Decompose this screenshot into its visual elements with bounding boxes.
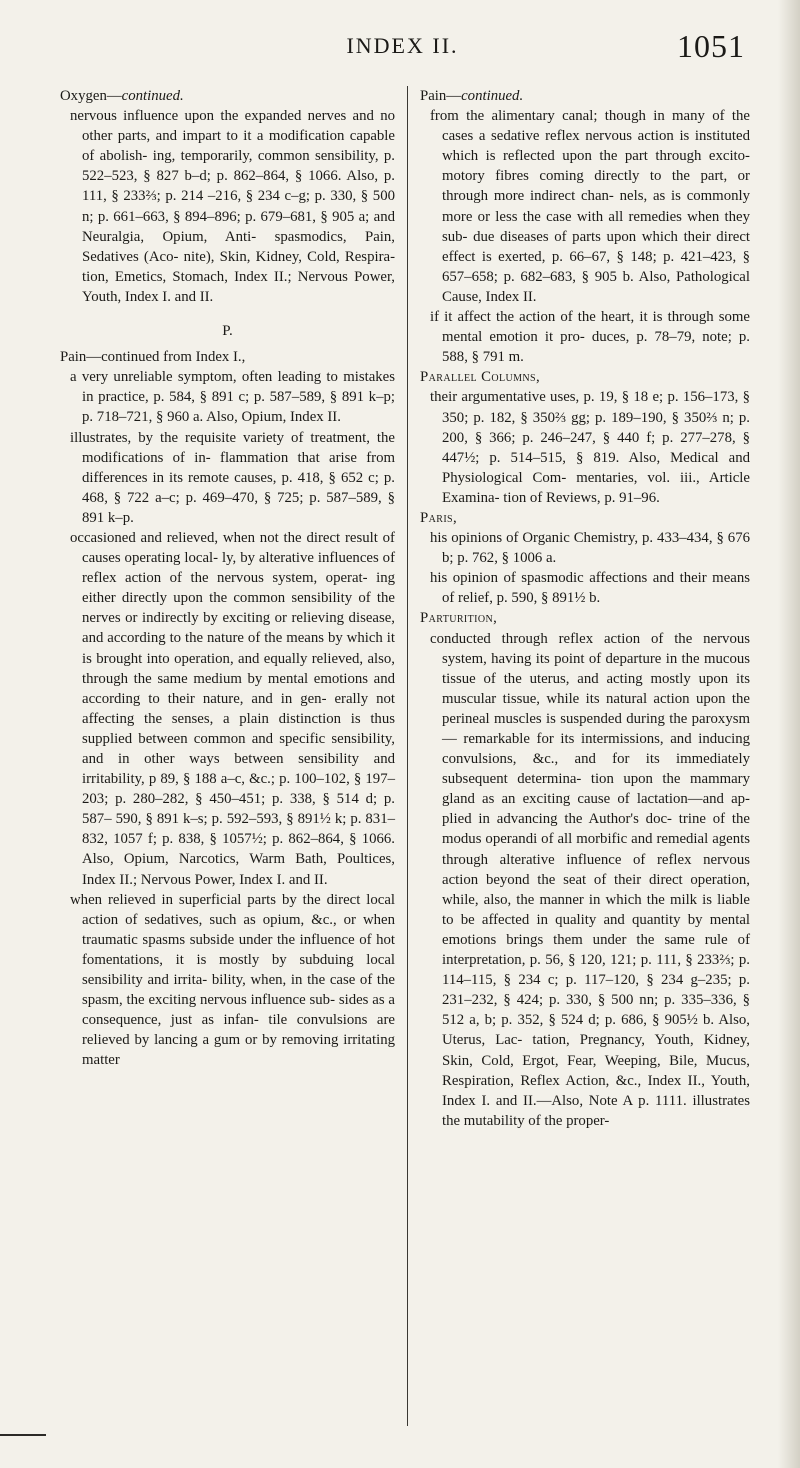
index-subentry: occasioned and relieved, when not the direct result of causes operating local- ly, by alterative influences of reflex action of the nervous system, operat- ing either directly upon the common sensibility of the nerves or indirectly by exciting or relieving disease, and according to the nature of the means by which it is brought into operation, and equally relieved, also, through the same medium by mental emotions and according to their nature, and in gen- erally not affecting the senses, a plain distinction is thus supplied between common and specific sensibility, and in other ways between sensibility and irritability, p 89, § 188 a–c, &c.; p. 100–102, § 197–203; p. 280–282, § 450–451; p. 338, § 514 d; p. 587– 590, § 891 k–s; p. 592–593, § 891½ k; p. 831–832, 1057 f; p. 838, § 1057½; p. 862–864, § 1066. Also, Opium, Narcotics, Warm Bath, Poultices, Index II.; Nervous Power, Index I. and II. [70, 529, 395, 888]
column-divider [407, 86, 408, 1426]
section-letter: P. [222, 323, 233, 340]
index-subentry: his opinions of Organic Chemistry, p. 433–434, § 676 b; p. 762, § 1006 a. [430, 530, 750, 567]
index-subentry: their argumentative uses, p. 19, § 18 e; p. 156–173, § 350; p. 182, § 350⅔ gg; p. 189–190, § 350⅔ n; p. 200, § 366; p. 246–247, § 440 f; p. 277–278, § 447½; p. 514–515, § 819. Also, Medical and Physiological Com- mentaries, vol. iii., Article Examina- tion of Reviews, p. 91–96. [430, 389, 750, 506]
index-subentry: from the alimentary canal; though in many of the cases a sedative reflex nervous action is instituted which is reflected upon the part through excito- motory fibres coming directly to the part, or through more indirect chan- nels, as is commonly more or less the case with all remedies when they sub- due diseases of parts upon which their direct effect is exerted, p. 66–67, § 148; p. 421–423, § 657–658; p. 682–683, § 905 b. Also, Pathological Cause, Index II. [430, 108, 750, 305]
index-title: INDEX II. [346, 33, 459, 58]
index-subentry: a very unreliable symptom, often leading to mistakes in practice, p. 584, § 891 c; p. 587–589, § 891 k–p; p. 718–721, § 960 a. Also, Opium, Index II. [70, 369, 395, 426]
index-subentry: illustrates, by the requisite variety of treatment, the modifications of in- flammation that arise from differences in its remote causes, p. 418, § 652 c; p. 468, § 722 a–c; p. 469–470, § 725; p. 587–589, § 891 k–p. [70, 429, 395, 526]
running-header [60, 26, 745, 66]
corner-mark [0, 1434, 46, 1436]
entry-heading: Pain—continued. [420, 88, 524, 104]
entry-heading: Parallel Columns, [420, 369, 541, 386]
index-subentry: conducted through reflex action of the nervous system, having its point of departure in the mucous tissue of the uterus, and acting mostly upon its muscular tissue, while its natural action upon the perineal muscles is suspended during the paroxysm— remarkable for its intermissions, and inducing convulsions, &c., and for its immediately subsequent determina- tion upon the mammary gland as an exciting cause of lactation—and ap- plied in advancing the Author's doc- trine of the modus operandi of all morbific and remedial agents through alterative influence of reflex nervous action beyond the seat of their direct operation, while, also, the manner in which the milk is liable to be affected in quality and quantity by mental emotions brings them under the same rule of interpretation, p. 56, § 120, 121; p. 111, § 233⅔; p. 114–115, § 234 c; p. 117–120, § 234 g–235; p. 231–232, § 424; p. 330, § 500 nn; p. 335–336, § 512 a, b; p. 352, § 524 d; p. 686, § 905½ b. Also, Uterus, Lac- tation, Pregnancy, Youth, Kidney, Skin, Cold, Ergot, Fear, Weeping, Bile, Mucus, Respiration, Reflex Action, &c., Index II., Youth, Index I. and II.—Also, Note A p. 1111. illustrates the mutability of the proper- [430, 630, 750, 1129]
entry-heading: Oxygen—continued. [60, 88, 184, 104]
page-edge-shadow [778, 0, 800, 1468]
page-number: 1051 [677, 28, 745, 64]
index-subentry: his opinion of spasmodic affections and their means of relief, p. 590, § 891½ b. [430, 570, 750, 607]
entry-heading: Pain—continued from Index I., [60, 349, 246, 366]
index-subentry: when relieved in superficial parts by the direct local action of sedatives, such as opium, &c., or when traumatic spasms subside under the influence of hot fomentations, it is mostly by subduing local sensibility and irrita- bility, when, in the case of the spasm, the exciting nervous influence sub- sides as a consequence, just as infan- tile convulsions are relieved by lancing a gum or by removing irritating matter [70, 891, 395, 1069]
entry-heading: Parturition, [420, 610, 498, 627]
index-subentry: if it affect the action of the heart, it is through some mental emotion it pro- duces, p. 78–79, note; p. 588, § 791 m. [430, 309, 750, 366]
entry-heading: Paris, [420, 509, 458, 526]
right-column [420, 86, 750, 1131]
left-column [60, 86, 395, 1071]
index-subentry: nervous influence upon the expanded nerves and no other parts, and impart to it a modification capable of abolish- ing, temporarily, common sensibility, p. 522–523, § 827 b–d; p. 862–864, § 1066. Also, p. 111, § 233⅔; p. 214 –216, § 234 c–g; p. 330, § 500 n; p. 661–663, § 894–896; p. 679–681, § 905 a; and Neuralgia, Opium, Anti- spasmodics, Pain, Sedatives (Aco- nite), Skin, Kidney, Cold, Respira- tion, Emetics, Stomach, Index II.; Nervous Power, Youth, Index I. and II. [70, 108, 395, 305]
